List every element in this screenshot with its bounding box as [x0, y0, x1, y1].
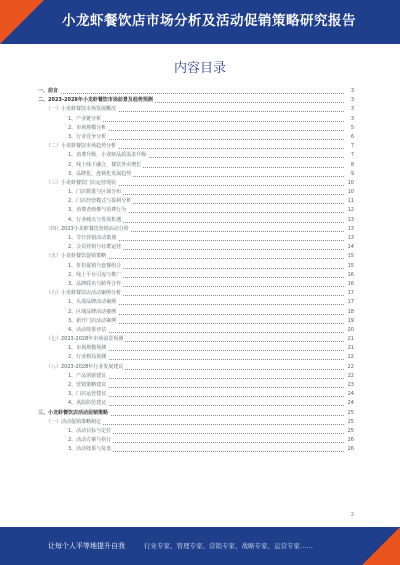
toc-entry[interactable]: [38, 427, 354, 436]
toc-dot-leader: [68, 387, 344, 388]
toc-entry-label: 4、风险防范建议: [68, 399, 108, 408]
toc-entry-label: （二）小龙虾餐饮市场趋势分析: [46, 142, 118, 151]
toc-entry[interactable]: [38, 216, 354, 225]
toc-entry[interactable]: [38, 115, 354, 124]
toc-entry-page: 10: [346, 188, 354, 197]
toc-entry-label: （五）小龙虾餐饮促销策略: [46, 252, 108, 261]
toc-entry[interactable]: [38, 161, 354, 170]
toc-entry-page: 3: [349, 87, 354, 96]
toc-entry-page: 15: [346, 252, 354, 261]
toc-entry[interactable]: [38, 308, 354, 317]
toc-entry[interactable]: [38, 381, 354, 390]
toc-entry-page: 13: [346, 216, 354, 225]
toc-dot-leader: [68, 396, 344, 397]
toc-entry[interactable]: [38, 409, 354, 418]
toc-entry[interactable]: [38, 197, 354, 206]
toc-entry-page: 26: [346, 436, 354, 445]
toc-entry[interactable]: [38, 353, 354, 362]
toc-entry-label: 1、活动目标与定位: [68, 427, 113, 436]
toc-entry-page: 23: [346, 381, 354, 390]
toc-entry-label: 2、会员营销与社群运营: [68, 243, 123, 252]
toc-entry-label: 1、头部品牌活动案例: [68, 298, 118, 307]
toc-entry-page: 25: [346, 427, 354, 436]
toc-entry-label: （四）2023小龙虾餐饮营销活动分析: [46, 225, 131, 234]
toc-entry-page: 3: [349, 105, 354, 114]
toc-entry[interactable]: [38, 105, 354, 114]
toc-entry[interactable]: [38, 206, 354, 215]
toc-entry-label: 1、消费升级，小龙虾品质需求升级: [68, 151, 148, 160]
toc-entry-label: （一）小龙虾餐饮市场发展概况: [46, 105, 118, 114]
toc-entry-page: 5: [349, 124, 354, 133]
toc-entry[interactable]: [38, 317, 354, 326]
toc-entry-page: 8: [349, 161, 354, 170]
toc-entry-label: 2、活动方案与执行: [68, 436, 113, 445]
header-accent-corner: [0, 0, 44, 44]
toc-entry-page: 25: [346, 409, 354, 418]
toc-entry[interactable]: [38, 252, 354, 261]
toc-entry-page: 26: [346, 445, 354, 454]
toc-entry-label: 1、节日营销活动策划: [68, 234, 118, 243]
toc-entry-label: 1、市场规模预测: [68, 344, 108, 353]
toc-entry-label: 2、线上线下融合，餐饮外卖增长: [68, 161, 143, 170]
toc-entry-label: 2、线上平台引流与推广: [68, 271, 123, 280]
toc-entry-label: 2、市场规模分析: [68, 124, 108, 133]
toc-dot-leader: [68, 130, 344, 131]
toc-entry[interactable]: [38, 363, 354, 372]
toc-entry[interactable]: [38, 87, 354, 96]
toc-entry-label: 3、行业竞争分析: [68, 133, 108, 142]
toc-entry-page: 24: [346, 390, 354, 399]
toc-entry-page: 21: [346, 344, 354, 353]
toc-entry-label: 3、品牌联名与跨界合作: [68, 280, 123, 289]
toc-entry-page: 10: [346, 179, 354, 188]
toc-dot-leader: [68, 332, 344, 333]
toc-entry[interactable]: [38, 418, 354, 427]
toc-entry[interactable]: [38, 133, 354, 142]
toc-entry-label: 3、活动效果与复盘: [68, 445, 113, 454]
toc-entry[interactable]: [38, 151, 354, 160]
toc-entry-label: 三、小龙虾餐饮店活动促销策略: [38, 409, 110, 418]
toc-entry-page: 14: [346, 243, 354, 252]
toc-entry-page: 22: [346, 353, 354, 362]
toc-entry-page: 11: [346, 197, 354, 206]
toc-entry-label: 二、2023-2028年小龙虾餐饮市场前景及趋势预测: [38, 96, 155, 105]
toc-entry-page: 9: [349, 170, 354, 179]
toc-entry[interactable]: [38, 326, 354, 335]
toc-entry-page: 15: [346, 262, 354, 271]
toc-entry[interactable]: [38, 225, 354, 234]
toc-entry-label: 3、品牌化、连锁化发展趋势: [68, 170, 133, 179]
toc-entry-label: 1、产品创新建议: [68, 372, 108, 381]
toc-dot-leader: [38, 93, 344, 94]
toc-entry[interactable]: [38, 188, 354, 197]
toc-entry-label: 2、区域品牌活动案例: [68, 308, 118, 317]
toc-entry[interactable]: [38, 96, 354, 105]
toc-entry-label: （一）活动促销策略制定: [46, 418, 103, 427]
toc-entry-page: 20: [346, 326, 354, 335]
toc-entry-page: 13: [346, 225, 354, 234]
toc-entry-label: 2、行业格局预测: [68, 353, 108, 362]
toc-entry-label: 1、产业链分析: [68, 115, 103, 124]
toc-entry-page: 6: [349, 133, 354, 142]
toc-entry-page: 7: [349, 151, 354, 160]
toc-entry-label: （三）小龙虾餐饮门店运营现状: [46, 179, 118, 188]
toc-entry-label: 2、门店经营模式与盈利分析: [68, 197, 133, 206]
toc-entry-label: （六）小龙虾餐饮店活动案例分析: [46, 289, 123, 298]
toc-entry[interactable]: [38, 234, 354, 243]
toc-entry-page: 13: [346, 234, 354, 243]
page-number: 2: [350, 512, 354, 518]
toc-entry-label: （七）2023-2028年市场前景预测: [46, 335, 125, 344]
toc-entry-page: 17: [346, 298, 354, 307]
toc-entry-page: 16: [346, 280, 354, 289]
toc-dot-leader: [68, 378, 344, 379]
toc-entry-label: 1、门店数量与区域分布: [68, 188, 123, 197]
toc-entry[interactable]: [38, 436, 354, 445]
toc-entry-page: 18: [346, 308, 354, 317]
toc-entry-label: （八）2023-2028年行业发展建议: [46, 363, 125, 372]
toc-dot-leader: [68, 350, 344, 351]
footer-tagline: 行业专家、管理专家、营销专家、战略专家、运营专家……: [144, 542, 313, 550]
footer-accent-corner: [362, 527, 400, 565]
toc-entry-page: 24: [346, 399, 354, 408]
toc-entry-page: 17: [346, 289, 354, 298]
toc-entry-page: 21: [346, 335, 354, 344]
toc-entry-page: 19: [346, 317, 354, 326]
toc-dot-leader: [68, 405, 344, 406]
toc-entry-page: 7: [349, 142, 354, 151]
table-of-contents: [38, 87, 354, 455]
toc-entry[interactable]: [38, 390, 354, 399]
toc-entry[interactable]: [38, 280, 354, 289]
toc-entry-page: 3: [349, 115, 354, 124]
toc-dot-leader: [68, 139, 344, 140]
toc-heading: 内容目录: [173, 61, 226, 76]
toc-entry[interactable]: [38, 243, 354, 252]
toc-entry-label: 4、活动效果评估: [68, 326, 108, 335]
toc-entry[interactable]: [38, 445, 354, 454]
toc-entry-page: 3: [349, 96, 354, 105]
toc-entry-page: 25: [346, 418, 354, 427]
toc-entry[interactable]: [38, 179, 354, 188]
footer-slogan: 让每个人平等地提升自我: [48, 542, 125, 550]
toc-dot-leader: [68, 359, 344, 360]
toc-entry[interactable]: [38, 399, 354, 408]
toc-entry-page: 16: [346, 271, 354, 280]
toc-entry-label: 1、折扣促销与套餐组合: [68, 262, 123, 271]
toc-dot-leader: [68, 121, 344, 122]
toc-entry[interactable]: [38, 142, 354, 151]
toc-entry-label: 3、新开门店活动案例: [68, 317, 118, 326]
report-title: 小龙虾餐饮店市场分析及活动促销策略研究报告: [62, 13, 356, 29]
toc-entry[interactable]: [38, 124, 354, 133]
toc-entry-page: 12: [346, 206, 354, 215]
toc-entry[interactable]: [38, 372, 354, 381]
toc-entry-page: 22: [346, 372, 354, 381]
toc-entry[interactable]: [38, 289, 354, 298]
toc-entry[interactable]: [38, 262, 354, 271]
toc-entry-label: 4、行业痛点与发展机遇: [68, 216, 123, 225]
toc-entry-label: 3、消费者画像与消费行为: [68, 206, 128, 215]
toc-entry[interactable]: [38, 271, 354, 280]
toc-entry-page: 22: [346, 363, 354, 372]
toc-entry-label: 2、营销策略建议: [68, 381, 108, 390]
toc-entry-label: 3、门店运营建议: [68, 390, 108, 399]
toc-entry[interactable]: [38, 170, 354, 179]
toc-entry[interactable]: [38, 344, 354, 353]
toc-entry-label: 一、前言: [38, 87, 60, 96]
toc-entry[interactable]: [38, 298, 354, 307]
toc-entry[interactable]: [38, 335, 354, 344]
